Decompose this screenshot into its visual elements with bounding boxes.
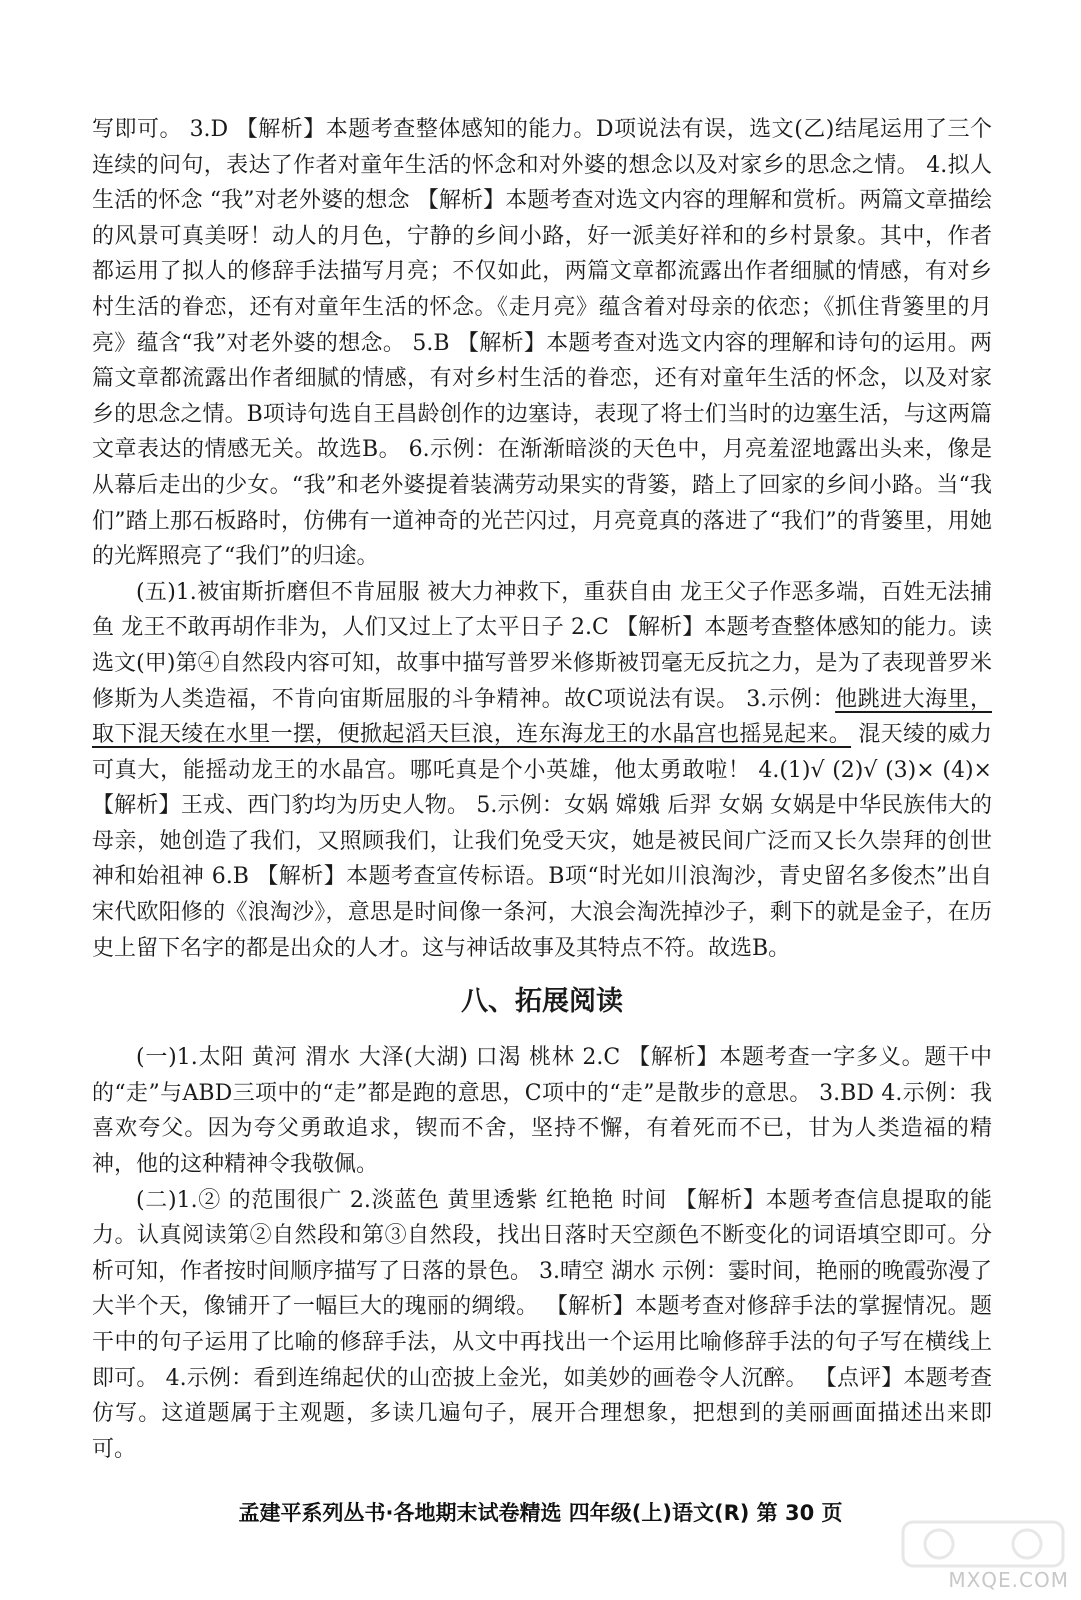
answer-paragraph	[92, 1183, 992, 1468]
answer-text: (一)1.太阳 黄河 渭水 大泽(大湖) 口渴 桃林 2.C 【解析】本题考查一字多义。题干中的“走”与ABD三项中的“走”都是跑的意思，C项中的“走”是散步的意思。 3.BD 4.示例：我喜欢夸父。因为夸父勇敢追求，锲而不舍，坚持不懈，有着死而不已，甘为人类造福的精神，他的这种精神令我敬佩。	[92, 1045, 992, 1178]
answer-text: (五)1.被宙斯折磨但不肯屈服 被大力神救下，重获自由 龙王父子作恶多端，百姓无法捕鱼 龙王不敢再胡作非为，人们又过上了太平日子 2.C 【解析】本题考查整体感知的能力。读选文(甲)第④自然段内容可知，故事中描写普罗米修斯被罚毫无反抗之力，是为了表现普罗米修斯为人类造福，不肯向宙斯屈服的斗争精神。故C项说法有误。 3.示例：	[92, 579, 992, 712]
answer-block-reading	[92, 112, 992, 966]
answer-paragraph	[92, 112, 992, 575]
watermark-text: MXQE.COM	[948, 1568, 1069, 1592]
page-footer: 孟建平系列丛书·各地期末试卷精选 四年级(上)语文(R) 第 30 页	[238, 1501, 843, 1525]
answer-text: 混天绫的威力可真大，能摇动龙王的水晶宫。哪吒真是个小英雄，他太勇敢啦！ 4.(1)√ (2)√ (3)× (4)× 【解析】王戎、西门豹均为历史人物。 5.示例：女娲 嫦娥 后羿 女娲 女娲是中华民族伟大的母亲，她创造了我们，又照顾我们，让我们免受天灾，她是被民间广泛而又长久崇拜的创世神和始祖神 6.B 【解析】本题考查宣传标语。B项“时光如川浪淘沙，青史留名多俊杰”出自宋代欧阳修的《浪淘沙》，意思是时间像一条河，大浪会淘洗掉沙子，剩下的就是金子，在历史上留下名字的都是出众的人才。这与神话故事及其特点不符。故选B。	[92, 722, 992, 961]
section-title: 八、拓展阅读	[461, 986, 623, 1018]
answer-page	[92, 112, 992, 1467]
underlined-answer: 他跳进大海里，取下混天绫在水里一摆，便掀起滔天巨浪，连东海龙王的水晶宫也摇晃起来。	[92, 686, 992, 748]
answer-paragraph	[92, 1040, 992, 1182]
answer-block-extended-reading	[92, 1040, 992, 1467]
answer-paragraph	[92, 575, 992, 967]
answer-text: 写即可。 3.D 【解析】本题考查整体感知的能力。D项说法有误，选文(乙)结尾运用了三个连续的问句，表达了作者对童年生活的怀念和对外婆的想念以及对家乡的思念之情。 4.拟人 生活的怀念 “我”对老外婆的想念 【解析】本题考查对选文内容的理解和赏析。两篇文章描绘的风景可真美呀！动人的月色，宁静的乡间小路，好一派美好祥和的乡村景象。其中，作者都运用了拟人的修辞手法描写月亮；不仅如此，两篇文章都流露出作者细腻的情感，有对乡村生活的眷恋，还有对童年生活的怀念。《走月亮》蕴含着对母亲的依恋；《抓住背篓里的月亮》蕴含“我”对老外婆的想念。 5.B 【解析】本题考查对选文内容的理解和诗句的运用。两篇文章都流露出作者细腻的情感，有对乡村生活的眷恋，还有对童年生活的怀念，以及对家乡的思念之情。B项诗句选自王昌龄创作的边塞诗，表现了将士们当时的边塞生活，与这两篇文章表达的情感无关。故选B。 6.示例：在渐渐暗淡的天色中，月亮羞涩地露出头来，像是从幕后走出的少女。“我”和老外婆提着装满劳动果实的背篓，踏上了回家的乡间小路。当“我们”踏上那石板路时，仿佛有一道神奇的光芒闪过，月亮竟真的落进了“我们”的背篓里，用她的光辉照亮了“我们”的归途。	[92, 117, 992, 570]
answer-text: (二)1.② 的范围很广 2.淡蓝色 黄里透紫 红艳艳 时间 【解析】本题考查信息提取的能力。认真阅读第②自然段和第③自然段，找出日落时天空颜色不断变化的词语填空即可。分析可知，作者按时间顺序描写了日落的景色。 3.晴空 湖水 示例：霎时间，艳丽的晚霞弥漫了大半个天，像铺开了一幅巨大的瑰丽的绸缎。 【解析】本题考查对修辞手法的掌握情况。题干中的句子运用了比喻的修辞手法，从文中再找出一个运用比喻修辞手法的句子写在横线上即可。 4.示例：看到连绵起伏的山峦披上金光，如美妙的画卷令人沉醉。 【点评】本题考查仿写。这道题属于主观题，多读几遍句子，展开合理想象，把想到的美丽画面描述出来即可。	[92, 1187, 992, 1462]
